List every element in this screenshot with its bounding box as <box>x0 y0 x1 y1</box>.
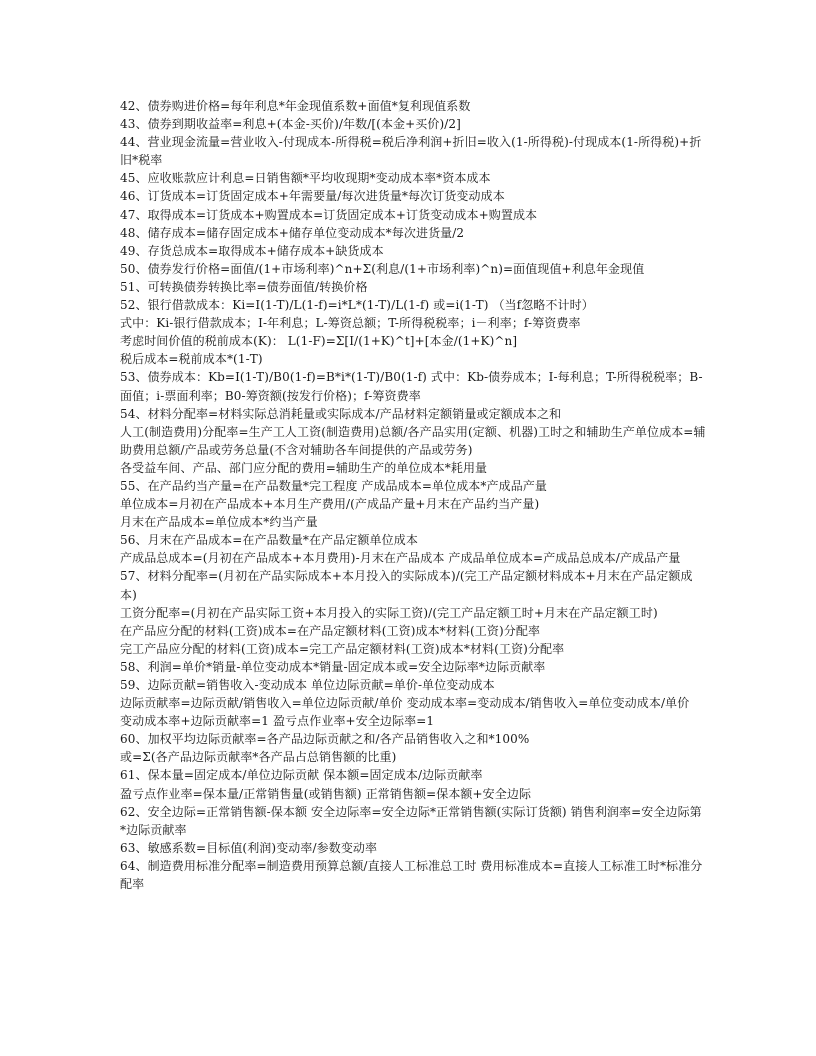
formula-line-46: 46、订货成本=订货固定成本+年需要量/每次进货量*每次订货变动成本 <box>120 189 505 204</box>
formula-line-48: 48、储存成本=储存固定成本+储存单位变动成本*每次进货量/2 <box>120 225 465 240</box>
formula-line-52: 52、银行借款成本：Ki=I(1-T)/L(1-f)=i*L*(1-T)/L(1-f) 或=i(1-T) （当f忽略不计时） <box>120 298 594 313</box>
formula-line-54-labor: 人工(制造费用)分配率=生产工人工资(制造费用)总额/各产品实用(定额、机器)工时之和辅助生产单位成本=辅助费用总额/产品或劳务总量(不含对辅助各车间提供的产品或劳务) <box>120 424 706 457</box>
formula-line-60: 60、加权平均边际贡献率=各产品边际贡献之和/各产品销售收入之和*100% <box>120 732 530 747</box>
formula-line-54: 54、材料分配率=材料实际总消耗量或实际成本/产品材料定额销量或定额成本之和 <box>120 406 562 421</box>
formula-line-57-wip: 在产品应分配的材料(工资)成本=在产品定额材料(工资)成本*材料(工资)分配率 <box>120 623 541 638</box>
formula-line-59-sum: 变动成本率+边际贡献率=1 盈亏点作业率+安全边际率=1 <box>120 714 435 729</box>
formula-line-64: 64、制造费用标准分配率=制造费用预算总额/直接人工标准总工时 费用标准成本=直接人工标准工时*标准分配率 <box>120 858 703 892</box>
formula-line-43: 43、债券到期收益率=利息+(本金-买价)/年数/[(本金+买价)/2] <box>120 117 461 132</box>
formula-line-57-finished: 完工产品应分配的材料(工资)成本=完工产品定额材料(工资)成本*材料(工资)分配率 <box>120 641 565 656</box>
formula-line-44: 44、营业现金流量=营业收入-付现成本-所得税=税后净利润+折旧=收入(1-所得税)-付现成本(1-所得税)+折旧*税率 <box>120 135 702 168</box>
formula-line-61: 61、保本量=固定成本/单位边际贡献 保本额=固定成本/边际贡献率 <box>120 768 483 783</box>
formula-line-55-month-end: 月末在产品成本=单位成本*约当产量 <box>120 515 318 530</box>
formula-line-52-after-tax: 税后成本=税前成本*(1-T) <box>120 352 263 367</box>
formula-line-61-operating: 盈亏点作业率=保本量/正常销售量(或销售额) 正常销售额=保本额+安全边际 <box>120 786 532 801</box>
formula-line-55: 55、在产品约当产量=在产品数量*完工程度 产成品成本=单位成本*产成品产量 <box>120 478 547 493</box>
formula-line-49: 49、存货总成本=取得成本+储存成本+缺货成本 <box>120 243 384 258</box>
formula-line-54-allocation: 各受益车间、产品、部门应分配的费用=辅助生产的单位成本*耗用量 <box>120 460 488 475</box>
formula-line-60-alt: 或=Σ(各产品边际贡献率*各产品占总销售额的比重) <box>120 750 397 765</box>
formula-line-45: 45、应收账款应计利息=日销售额*平均收现期*变动成本率*资本成本 <box>120 171 491 186</box>
formula-line-57: 57、材料分配率=(月初在产品实际成本+本月投入的实际成本)/(完工产品定额材料成本+月末在产品定额成本) <box>120 569 693 602</box>
formula-line-62: 62、安全边际=正常销售额-保本额 安全边际率=安全边际*正常销售额(实际订货额) 销售利润率=安全边际第*边际贡献率 <box>120 804 702 837</box>
formula-document <box>120 97 706 893</box>
formula-line-53: 53、债券成本：Kb=I(1-T)/B0(1-f)=B*i*(1-T)/B0(1-f) 式中：Kb-债券成本；I-每利息；T-所得税税率；B-面值；i-票面利率；B0-筹资额(按发行价格)；f-筹资费率 <box>120 370 703 403</box>
formula-line-47: 47、取得成本=订货成本+购置成本=订货固定成本+订货变动成本+购置成本 <box>120 207 538 222</box>
formula-line-42: 42、债券购进价格=每年利息*年金现值系数+面值*复利现值系数 <box>120 99 471 113</box>
formula-line-52-time-value: 考虑时间价值的税前成本(K)： L(1-F)=Σ[I/(1+K)^t]+[本金/(1+K)^n] <box>120 334 518 349</box>
formula-line-63: 63、敏感系数=目标值(利润)变动率/参数变动率 <box>120 840 378 855</box>
formula-line-55-unit-cost: 单位成本=月初在产品成本+本月生产费用/(产成品产量+月末在产品约当产量) <box>120 497 540 512</box>
formula-line-58: 58、利润=单价*销量-单位变动成本*销量-固定成本或=安全边际率*边际贡献率 <box>120 659 546 674</box>
formula-line-57-wages: 工资分配率=(月初在产品实际工资+本月投入的实际工资)/(完工产品定额工时+月末在产品定额工时) <box>120 605 658 620</box>
formula-line-52-notes: 式中：Ki-银行借款成本；I-年利息；L-筹资总额；T-所得税税率；i－利率；f-筹资费率 <box>120 316 581 331</box>
formula-line-59: 59、边际贡献=销售收入-变动成本 单位边际贡献=单价-单位变动成本 <box>120 678 495 692</box>
formula-line-59-rates: 边际贡献率=边际贡献/销售收入=单位边际贡献/单价 变动成本率=变动成本/销售收入=单位变动成本/单价 <box>120 696 690 711</box>
formula-line-50: 50、债券发行价格=面值/(1+市场利率)^n+Σ(利息/(1+市场利率)^n)=面值现值+利息年金现值 <box>120 261 645 276</box>
formula-line-56: 56、月末在产品成本=在产品数量*在产品定额单位成本 <box>120 533 418 548</box>
formula-line-56-total: 产成品总成本=(月初在产品成本+本月费用)-月末在产品成本 产成品单位成本=产成品总成本/产成品产量 <box>120 551 681 566</box>
formula-line-51: 51、可转换债券转换比率=债券面值/转换价格 <box>120 279 368 294</box>
